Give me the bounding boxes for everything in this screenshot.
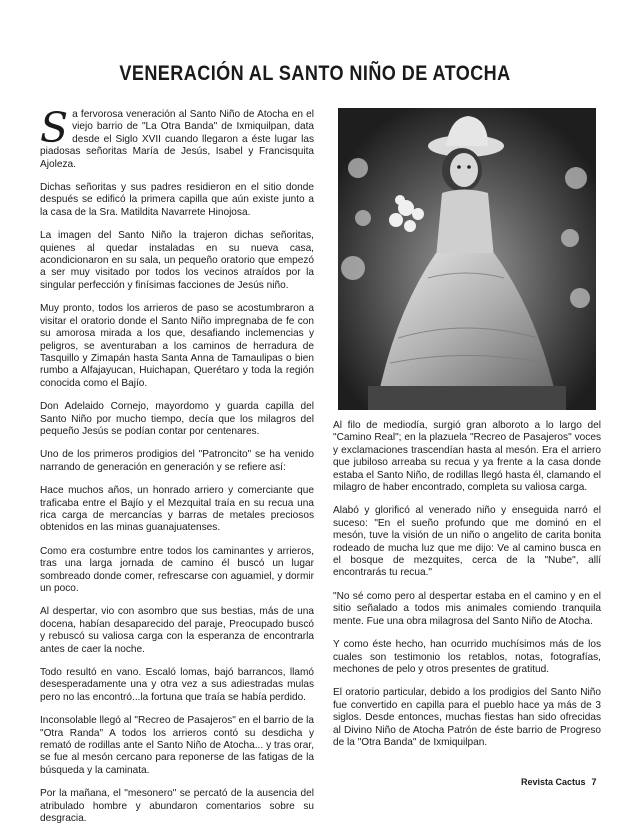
santo-nino-photo	[338, 108, 596, 410]
left-column	[40, 104, 314, 837]
drop-cap: S	[40, 104, 69, 152]
paragraph-text: Muy pronto, todos los arrieros de paso se acostumbraron a visitar el oratorio donde el Santo Niño impregnaba de fe con su amorosa mirada a los que, desafiando inclemencias y peligros, se aventuraban a los caminos de herradura de Tasquillo y Zimapán hasta Santa Anna de Tamaulipas o bien rumbo a Alfajayucan, Huichapan, Querétaro y toda la región conocida como el Bajío.	[40, 303, 314, 389]
paragraph-text: Inconsolable llegó al "Recreo de Pasajeros" en el barrio de la "Otra Randa" A todos los arrieros contó su desdicha y remató de rodillas ante el Santo Niño de Atocha... y tras orar, se fue al mesón cercano para reponerse de las fatigas de la búsqueda y la caminata.	[40, 715, 314, 776]
paragraph	[333, 505, 601, 579]
paragraph	[40, 303, 314, 390]
paragraph-text: El oratorio particular, debido a los prodigios del Santo Niño fue convertido en capilla para el pueblo hace ya más de 3 siglos. Desde entonces, muchas fiestas han sido ofrecidas al Divino Niño de Atocha Patrón de éste barrio de Progreso de la "Otra Banda" de Ixmiquilpan.	[333, 687, 601, 748]
paragraph-text: Como era costumbre entre todos los caminantes y arrieros, tras una larga jornada de camino él buscó un lugar sombreado donde comer, refrescarse con aguamiel, y dormir un poco.	[40, 545, 314, 594]
paragraph	[40, 667, 314, 704]
paragraph	[40, 485, 314, 535]
paragraph-text: Dichas señoritas y sus padres residieron en el sitio donde después se edificó la primera capilla que aún existe junto a la casa de la Sra. Matildita Navarrete Hinojosa.	[40, 182, 314, 218]
paragraph-text: "No sé como pero al despertar estaba en el camino y en el sitio señalado a todos mis animales comiendo tranquila mente. Fue una obra milagrosa del Santo Niño de Atocha.	[333, 590, 601, 627]
paragraph	[40, 401, 314, 438]
magazine-name: Revista Cactus	[521, 777, 586, 787]
paragraph-text: Alabó y glorificó al venerado niño y enseguida narró el suceso: "En el sueño profundo que me dominó en el mesón, tuve la visión de un niño o angelito de carita bonita rodeado de mucha luz que me dijo: Ve al camino busca en el bosque de mezquites, cerca de la "Nube", allí encontrarás tu recua."	[333, 505, 601, 579]
paragraph	[40, 230, 314, 292]
paragraph-text: Uno de los primeros prodigios del "Patroncito" se ha venido narrando de generación en generación y se refiere así:	[40, 449, 314, 473]
paragraph	[40, 182, 314, 219]
paragraph-text: Al filo de mediodía, surgió gran alboroto a lo largo del "Camino Real"; en la plazuela "Recreo de Pasajeros" voces y exclamaciones trascendían hasta al mesón. Era el arriero que jubiloso arreaba su recua y ya frente a la casa donde estaba el Santo Niño, de rodillas llegó hasta él, clamando el milagro de haber encontrado, completa su valiosa carga.	[333, 420, 601, 494]
paragraph	[333, 687, 601, 749]
paragraph	[40, 104, 314, 171]
paragraph-text: Por la mañana, el "mesonero" se percató de la ausencia del atribulado hombre y abundaron comentarios sobre su desgracia.	[40, 788, 314, 825]
paragraph-text: Hace muchos años, un honrado arriero y comerciante que traficaba entre el Bajío y el Mezquital traía en su recua una rica carga de mercancías y barras de metales preciosos obtenidos en las minas guanajuatenses.	[40, 485, 314, 534]
paragraph-text: Todo resultó en vano. Escaló lomas, bajó barrancos, llamó desesperadamente una y otra vez a sus adiestradas mulas pero no las encontró...la fortuna que traía se había perdido.	[40, 667, 314, 703]
paragraph-text: Al despertar, vio con asombro que sus bestias, más de una docena, habían desaparecido del paraje, Preocupado buscó y rebuscó su valiosa carga con la esperanza de encontrarla antes de caer la noche.	[40, 606, 314, 655]
paragraph	[333, 591, 601, 628]
paragraph-text: La imagen del Santo Niño la trajeron dichas señoritas, quienes al quedar instaladas en su nueva casa, acondicionaron en su sala, un pequeño oratorio que empezó a ser muy visitado por todos los vecinos atraídos por la singular perfección y finísimas facciones de Jesús niño.	[40, 230, 314, 291]
page-number: 7	[591, 777, 597, 787]
article-title: VENERACIÓN AL SANTO NIÑO DE ATOCHA	[119, 62, 511, 85]
paragraph-text: a fervorosa veneración al Santo Niño de Atocha en el viejo barrio de "La Otra Banda" de Ixmiquilpan, data desde el Siglo XVII cuando llegaron a éste lugar las piadosas señoritas María de Jesús, Isabel y Francisquita Ajoleza.	[40, 109, 314, 170]
paragraph	[333, 639, 601, 676]
paragraph-text: Don Adelaido Cornejo, mayordomo y guarda capilla del Santo Niño por mucho tiempo, decía que los milagros del pequeño Jesús se podían contar por centenares.	[40, 401, 314, 437]
paragraph	[40, 449, 314, 474]
paragraph	[40, 546, 314, 596]
paragraph-text: Y como éste hecho, han ocurrido muchísimos más de los cuales son testimonio los retablos, notas, fotografías, mechones de pelo y otros presentes de gratitud.	[333, 639, 601, 675]
right-column	[333, 420, 601, 760]
page-footer	[521, 777, 597, 787]
paragraph	[40, 606, 314, 656]
paragraph	[40, 715, 314, 777]
paragraph	[333, 420, 601, 494]
santo-nino-figure-image	[338, 108, 596, 410]
